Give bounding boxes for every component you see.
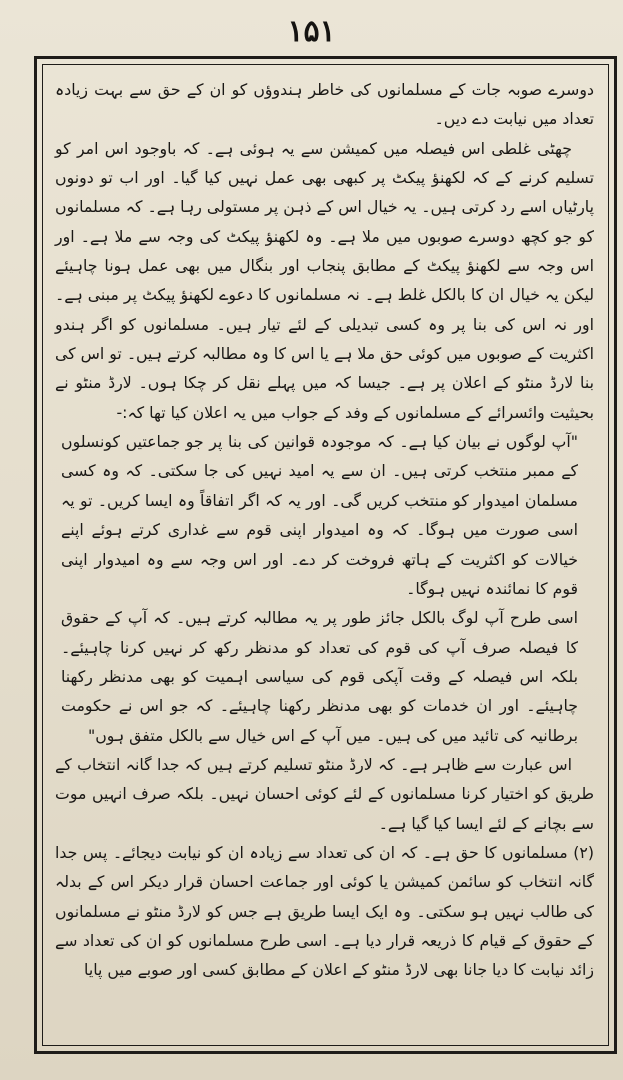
quote-lord-minto-2: اسی طرح آپ لوگ بالکل جائز طور پر یہ مطالبہ کرتے ہیں۔ کہ آپ کے حقوق کا فیصلہ صرف آپ کی قوم کی تعداد کو مدنظر رکھ کر نہیں کرنا چاہیئے۔ بلکہ اس فیصلہ کے وقت آپکی قوم کی سیاسی اہمیت کو بھی مدنظر رکھنا چاہیئے۔ اور ان خدمات کو بھی مدنظر رکھنا چاہیئے۔ کہ جو اس نے حکومت برطانیہ کی تائید میں کی ہیں۔ میں آپ کے اس خیال سے بالکل متفق ہوں" bbox=[61, 608, 578, 745]
paragraph-sixth-error: چھٹی غلطی اس فیصلہ میں کمیشن سے یہ ہوئی ہے۔ کہ باوجود اس امر کو تسلیم کرنے کے کہ لکھنؤ پیکٹ پر کبھی بھی عمل نہیں کیا گیا۔ اور اب تو دونوں پارٹیاں اسے رد کرتی ہیں۔ یہ خیال اس کے ذہن پر مستولی رہا ہے۔ کہ مسلمانوں کو جو کچھ دوسرے صوبوں میں ملا ہے۔ وہ لکھنؤ پیکٹ کی وجہ سے ملا ہے۔ اور اس وجہ سے لکھنؤ پیکٹ کے مطابق پنجاب اور بنگال میں بھی عمل ہونا چاہیئے لیکن یہ خیال ان کا بالکل غلط ہے۔ نہ مسلمانوں کا دعوے لکھنؤ پیکٹ پر مبنی ہے۔ اور نہ اس کی بنا پر وہ کسی تبدیلی کے لئے تیار ہیں۔ مسلمانوں کو اگر ہندو اکثریت کے صوبوں میں کوئی حق ملا ہے یا اس کا وہ مطالبہ کرتے ہیں۔ تو اس کی بنا لارڈ منٹو کے اعلان پر ہے۔ جیسا کہ میں پہلے نقل کر چکا ہوں۔ لارڈ منٹو نے بحیثیت وائسرائے کے مسلمانوں کے وفد کے جواب میں یہ اعلان کیا تھا کہ:- bbox=[55, 138, 594, 422]
page-border-inner bbox=[42, 64, 609, 1046]
paragraph-continuation: دوسرے صوبہ جات کے مسلمانوں کی خاطر ہندوؤں کو ان کے حق سے بہت زیادہ تعداد میں نیابت دے دیں۔ bbox=[55, 80, 594, 129]
paragraph-commentary: اس عبارت سے ظاہر ہے۔ کہ لارڈ منٹو تسلیم کرتے ہیں کہ جدا گانہ انتخاب کے طریق کو اختیار کرنا مسلمانوں کے لئے کوئی احسان نہیں۔ بلکہ صرف انہیں موت سے بچانے کے لئے ایسا کیا گیا ہے۔ bbox=[55, 754, 594, 833]
page-number: ۱۵۱ bbox=[287, 14, 336, 49]
quote-lord-minto-1: "آپ لوگوں نے بیان کیا ہے۔ کہ موجودہ قوانین کی بنا پر جو جماعتیں کونسلوں کے ممبر منتخب کرتی ہیں۔ ان سے یہ امید نہیں کی جا سکتی۔ کہ وہ کسی مسلمان امیدوار کو منتخب کریں گی۔ اور یہ کہ اگر اتفاقاً وہ ایسا کریں۔ تو یہ اسی صورت میں ہوگا۔ کہ وہ امیدوار اپنی قوم سے غداری کرتے ہوئے اپنے خیالات کو اکثریت کے ہاتھ فروخت کر دے۔ اور اس وجہ سے وہ امیدوار اپنی قوم کا نمائندہ نہیں ہوگا۔ bbox=[61, 432, 578, 598]
body-text bbox=[55, 75, 594, 985]
paragraph-point-2: (۲) مسلمانوں کا حق ہے۔ کہ ان کی تعداد سے زیادہ ان کو نیابت دیجائے۔ پس جدا گانہ انتخاب کو سائمن کمیشن یا کوئی اور جماعت احسان قرار دیکر اس کے بدلہ کی طالب نہیں ہو سکتی۔ وہ ایک ایسا طریق ہے جس کو لارڈ منٹو نے مسلمانوں کے حقوق کے قیام کا ذریعہ قرار دیا ہے۔ اسی طرح مسلمانوں کو ان کی تعداد سے زائد نیابت کا دیا جانا بھی لارڈ منٹو کے اعلان کے مطابق کسی اور صوبے میں پایا bbox=[55, 842, 594, 980]
